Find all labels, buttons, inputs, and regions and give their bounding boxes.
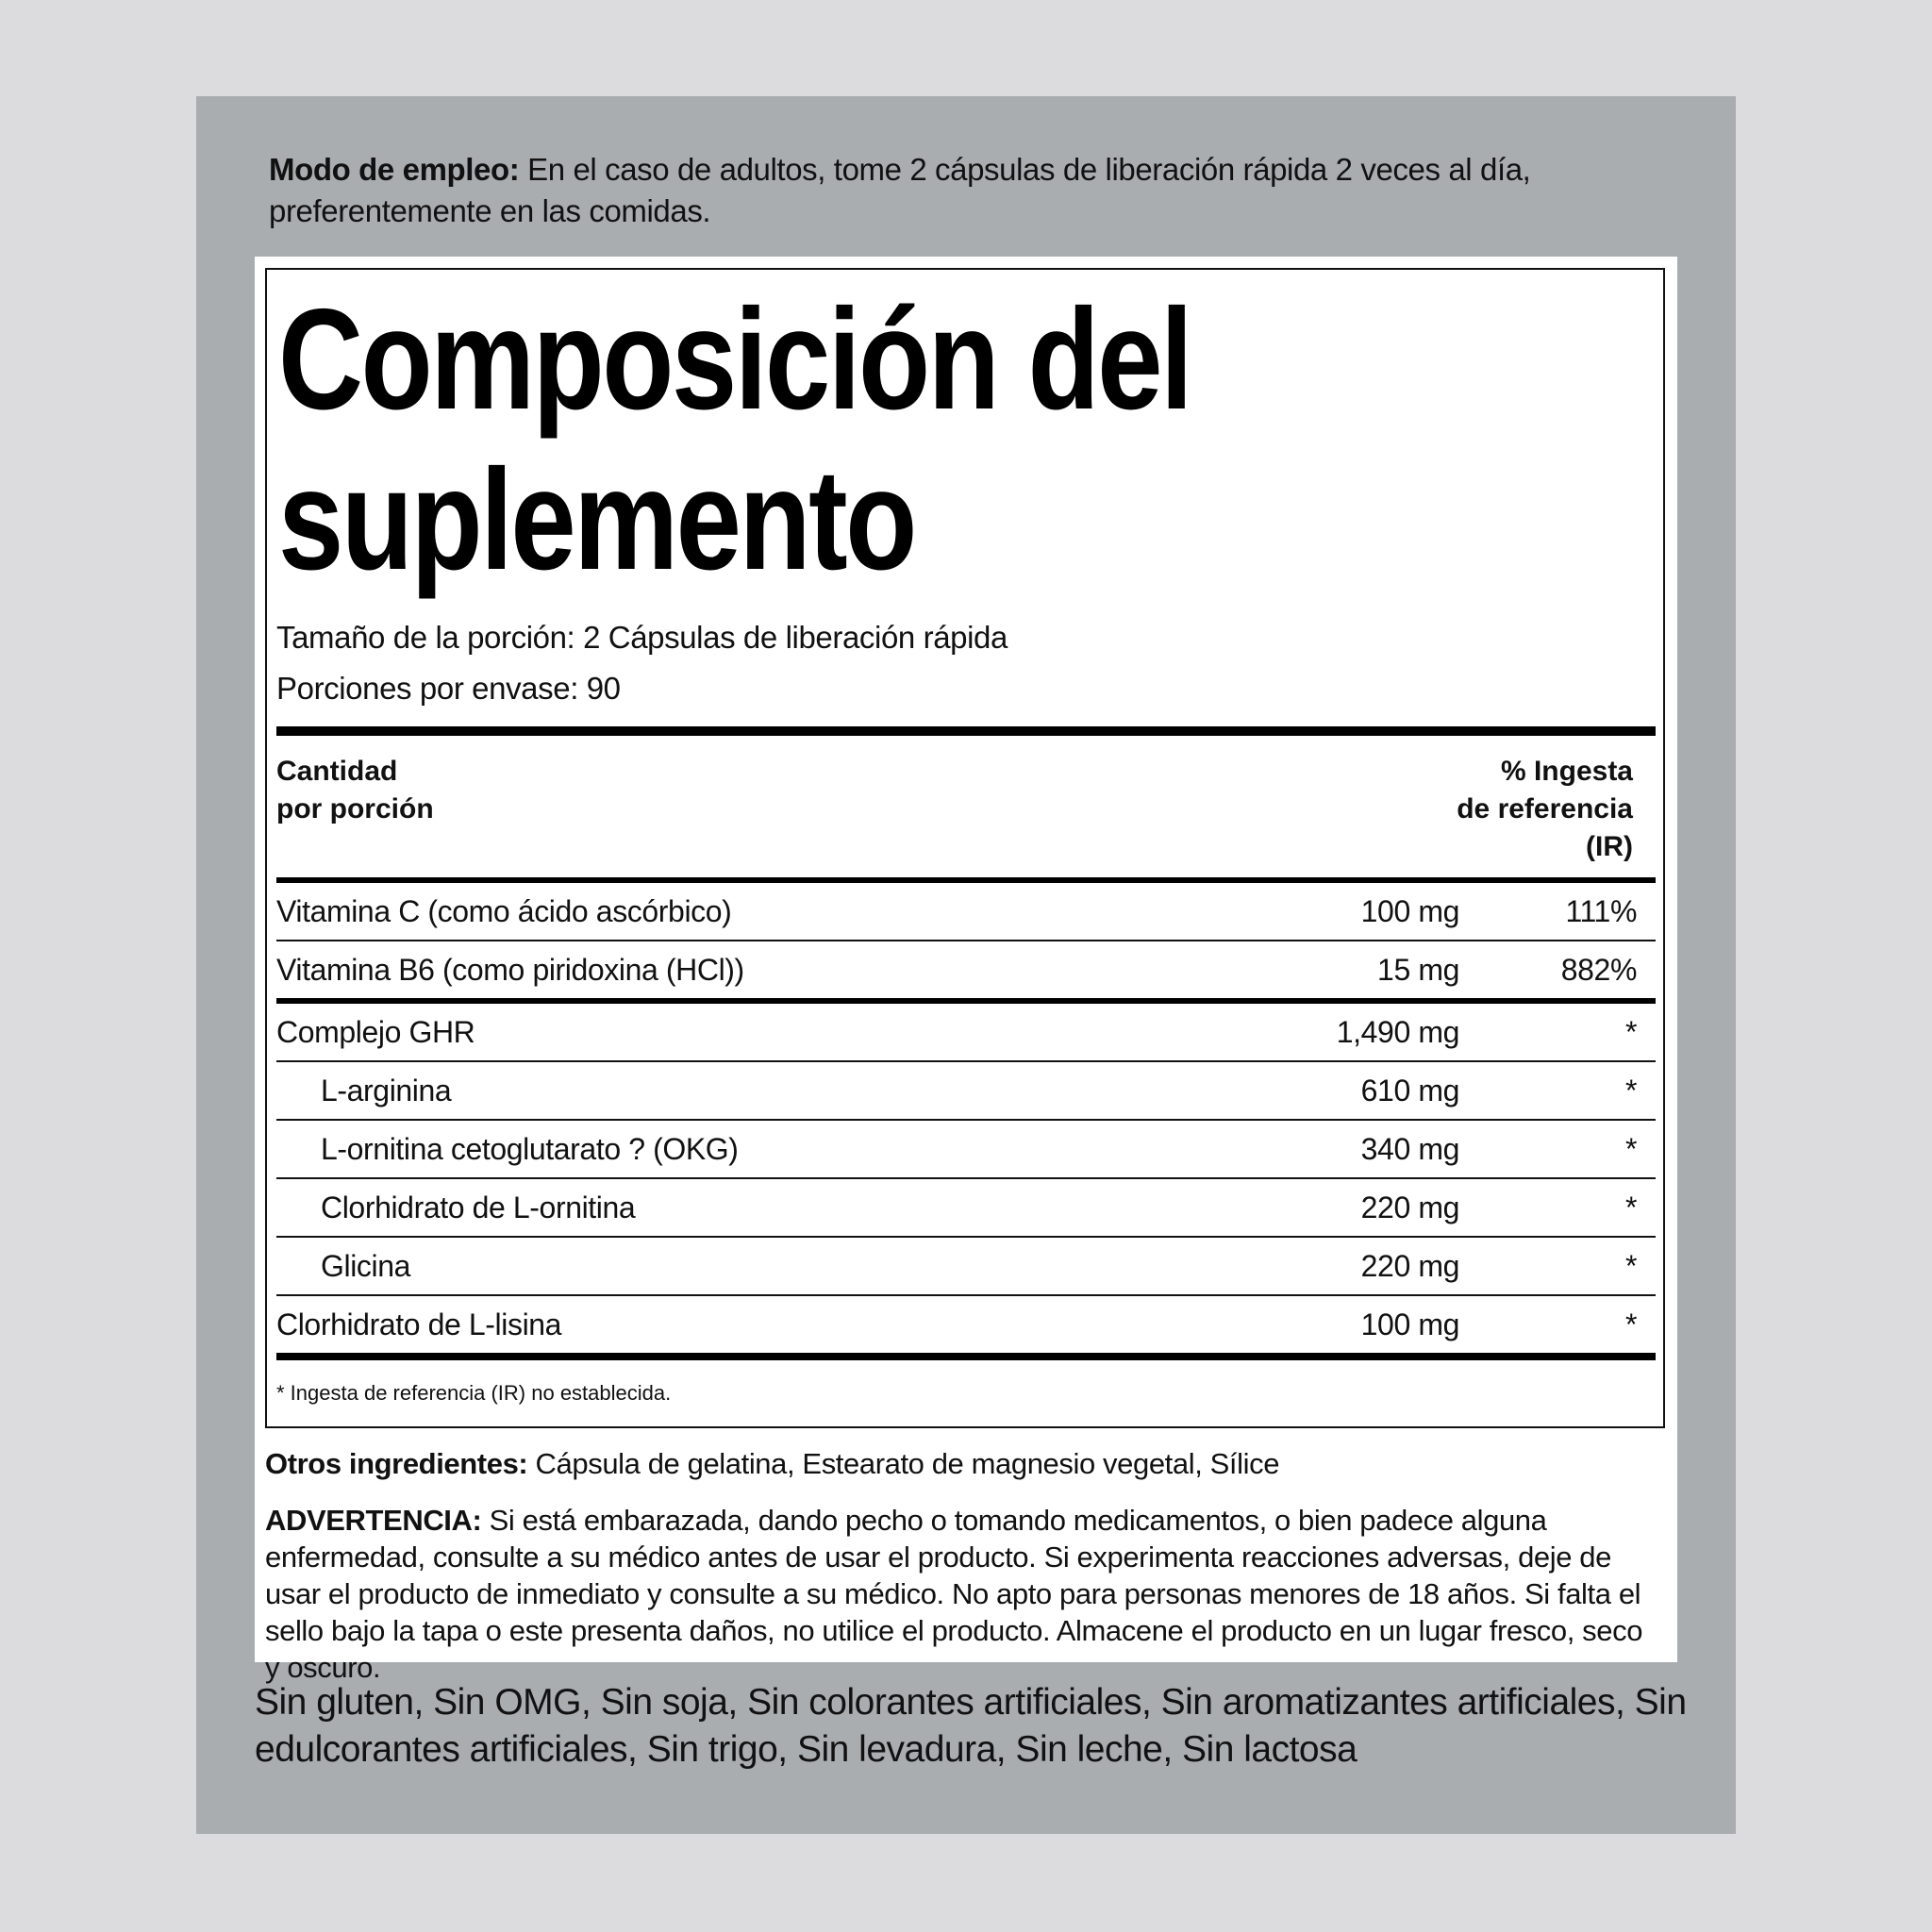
divider-thick <box>276 726 1656 736</box>
header-right-line-2: de referencia <box>1457 793 1633 824</box>
nutrient-name: Vitamina C (como ácido ascórbico) <box>276 894 732 928</box>
header-amount-per-serving <box>276 753 434 828</box>
nutrient-percent: * <box>1624 1074 1637 1108</box>
free-from-claims: Sin gluten, Sin OMG, Sin soja, Sin colorantes artificiales, Sin aromatizantes artificiales, Sin edulcorantes artificiales, Sin trigo, Sin levadura, Sin leche, Sin lactosa <box>255 1682 1687 1770</box>
nutrient-amount: 1,490 mg <box>1336 1015 1459 1049</box>
supplement-facts-box <box>265 268 1665 1428</box>
header-reference-intake <box>1457 753 1633 866</box>
directions-label: Modo de empleo: <box>269 152 520 187</box>
nutrient-percent: 882% <box>1560 953 1637 987</box>
nutrient-row <box>276 1062 1656 1119</box>
header-left-line-1: Cantidad <box>276 756 398 787</box>
other-ingredients <box>265 1445 1661 1483</box>
warning-text <box>265 1502 1661 1686</box>
nutrient-name: Clorhidrato de L-ornitina <box>321 1191 636 1224</box>
nutrient-name: L-ornitina cetoglutarato ? (OKG) <box>321 1132 739 1166</box>
serving-size: Tamaño de la porción: 2 Cápsulas de liberación rápida <box>276 620 1008 655</box>
other-ingredients-label: Otros ingredientes: <box>265 1447 528 1480</box>
nutrient-name: Glicina <box>321 1249 411 1283</box>
nutrient-name: Complejo GHR <box>276 1015 475 1049</box>
facts-title <box>278 279 1361 600</box>
nutrient-amount: 100 mg <box>1360 1307 1459 1341</box>
nutrient-percent: * <box>1624 1307 1637 1341</box>
nutrient-amount: 610 mg <box>1360 1074 1459 1108</box>
facts-title-line-1: Composición del <box>278 279 1191 440</box>
nutrient-name: Vitamina B6 (como piridoxina (HCl)) <box>276 953 744 987</box>
nutrient-amount: 100 mg <box>1360 894 1459 928</box>
directions-text <box>269 149 1608 232</box>
nutrient-row <box>276 941 1656 998</box>
facts-title-line-2: suplemento <box>278 440 915 600</box>
nutrient-percent: * <box>1624 1132 1637 1166</box>
nutrient-row <box>276 883 1656 940</box>
header-left-line-2: por porción <box>276 793 434 824</box>
nutrient-percent: * <box>1624 1191 1637 1224</box>
servings-per-container: Porciones por envase: 90 <box>276 671 621 706</box>
nutrient-percent: 111% <box>1565 894 1637 928</box>
footnote: * Ingesta de referencia (IR) no establecida. <box>276 1381 672 1405</box>
nutrient-amount: 220 mg <box>1360 1249 1459 1283</box>
nutrient-name: L-arginina <box>321 1074 452 1108</box>
nutrient-amount: 220 mg <box>1360 1191 1459 1224</box>
other-ingredients-text: Cápsula de gelatina, Estearato de magnesio vegetal, Sílice <box>527 1447 1280 1480</box>
directions-body: En el caso de adultos, tome 2 cápsulas de liberación rápida 2 veces al día, preferentemente en las comidas. <box>269 152 1531 228</box>
nutrient-row <box>276 1121 1656 1177</box>
nutrient-amount: 340 mg <box>1360 1132 1459 1166</box>
header-right-line-3: (IR) <box>1586 831 1633 862</box>
nutrient-row <box>276 1179 1656 1236</box>
warning-label: ADVERTENCIA: <box>265 1504 482 1537</box>
nutrient-percent: * <box>1624 1249 1637 1283</box>
nutrient-row <box>276 1004 1656 1060</box>
nutrient-row <box>276 1238 1656 1294</box>
nutrient-percent: * <box>1624 1015 1637 1049</box>
nutrient-row <box>276 1296 1656 1353</box>
nutrient-name: Clorhidrato de L-lisina <box>276 1307 562 1341</box>
divider-thick <box>276 1353 1656 1360</box>
header-right-line-1: % Ingesta <box>1500 756 1633 787</box>
warning-body: Si está embarazada, dando pecho o tomando medicamentos, o bien padece alguna enfermedad, consulte a su médico antes de usar el producto. Si experimenta reacciones adversas, deje de usar el producto de inmediato y consulte a su médico. No apto para personas menores de 18 años. Si falta el sello bajo la tapa o este presenta daños, no utilice el producto. Almacene el producto en un lugar fresco, seco y oscuro. <box>265 1504 1643 1684</box>
nutrient-amount: 15 mg <box>1377 953 1459 987</box>
